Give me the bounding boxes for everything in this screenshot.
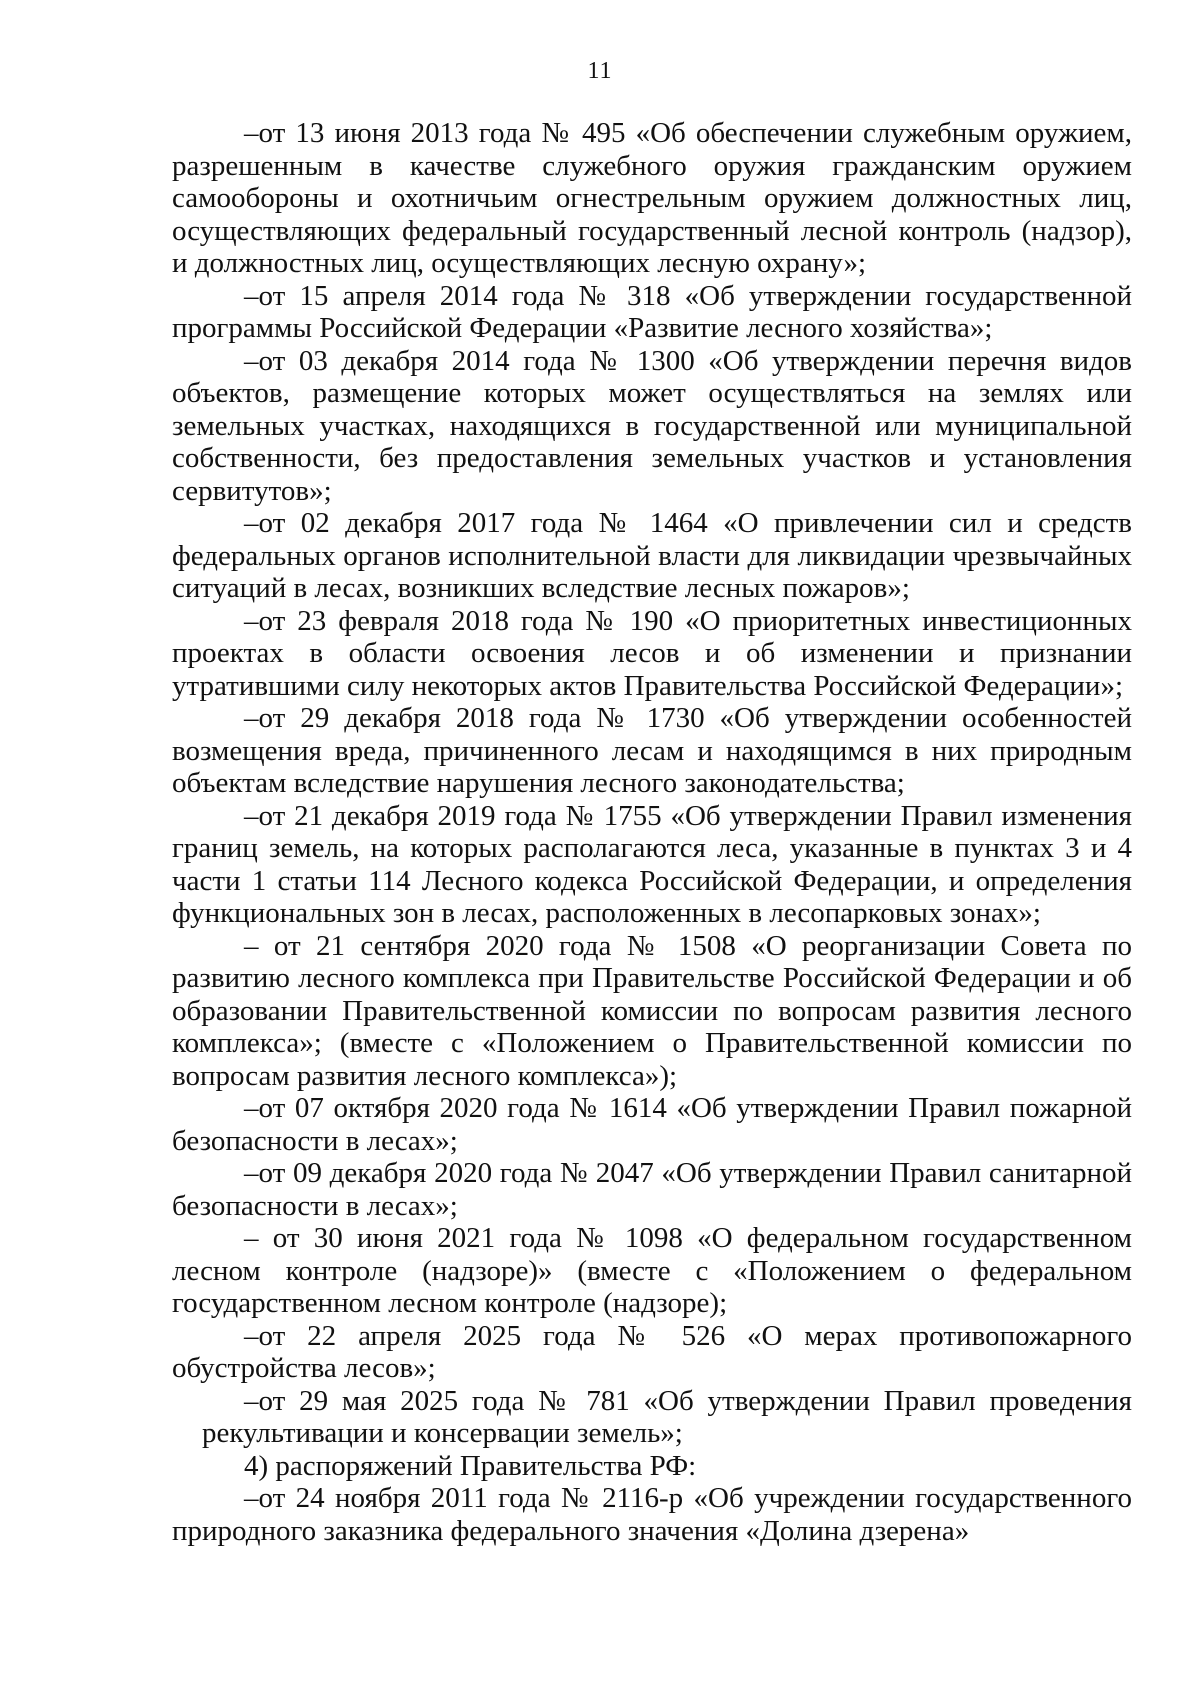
paragraph-decree-526: –от 22 апреля 2025 года № 526 «О мерах противопожарного обустройства лесов»; [172,1319,1132,1384]
page-number: 11 [587,58,613,84]
paragraph-decree-190: –от 23 февраля 2018 года № 190 «О приоритетных инвестиционных проектах в области освоения лесов и об изменении и признании утратившими силу некоторых актов Правительства Российской Федерации»; [172,604,1132,702]
paragraph-decree-1614: –от 07 октября 2020 года № 1614 «Об утверждении Правил пожарной безопасности в лесах»; [172,1092,1132,1157]
paragraph-decree-2047: –от 09 декабря 2020 года № 2047 «Об утверждении Правил санитарной безопасности в лесах»; [172,1157,1132,1222]
paragraph-decree-1300: –от 03 декабря 2014 года № 1300 «Об утверждении перечня видов объектов, размещение которых может осуществляться на землях или земельных участках, находящихся в государственной или муниципальной собственности, без предоставления земельных участков и установления сервитутов»; [172,344,1132,507]
paragraph-decree-1464: –от 02 декабря 2017 года № 1464 «О привлечении сил и средств федеральных органов исполнительной власти для ликвидации чрезвычайных ситуаций в лесах, возникших вследствие лесных пожаров»; [172,507,1132,604]
paragraph-decree-1730: –от 29 декабря 2018 года № 1730 «Об утверждении особенностей возмещения вреда, причиненного лесам и находящимся в них природным объектам вследствие нарушения лесного законодательства; [172,702,1132,799]
paragraph-decree-781: –от 29 мая 2025 года № 781 «Об утверждении Правил проведения рекультивации и консервации земель»; [202,1384,1132,1449]
section-heading-government-orders: 4) распоряжений Правительства РФ: [244,1449,697,1482]
document-body [172,117,1132,1547]
paragraph-decree-495: –от 13 июня 2013 года № 495 «Об обеспечении служебным оружием, разрешенным в качестве служебного оружия гражданским оружием самообороны и охотничьим огнестрельным оружием должностных лиц, осуществляющих федеральный государственный лесной контроль (надзор), и должностных лиц, осуществляющих лесную охрану»; [172,117,1132,279]
paragraph-decree-1098: – от 30 июня 2021 года № 1098 «О федеральном государственном лесном контроле (надзоре)» (вместе с «Положением о федеральном государственном лесном контроле (надзоре); [172,1222,1132,1319]
paragraph-decree-1755: –от 21 декабря 2019 года № 1755 «Об утверждении Правил изменения границ земель, на которых располагаются леса, указанные в пунктах 3 и 4 части 1 статьи 114 Лесного кодекса Российской Федерации, и определения функциональных зон в лесах, расположенных в лесопарковых зонах»; [172,799,1132,929]
paragraph-decree-318: –от 15 апреля 2014 года № 318 «Об утверждении государственной программы Российской Федерации «Развитие лесного хозяйства»; [172,279,1132,344]
paragraph-decree-1508: – от 21 сентября 2020 года № 1508 «О реорганизации Совета по развитию лесного комплекса при Правительстве Российской Федерации и об образовании Правительственной комиссии по вопросам развития лесного комплекса»; (вместе с «Положением о Правительственной комиссии по вопросам развития лесного комплекса»); [172,929,1132,1092]
paragraph-order-2116: –от 24 ноября 2011 года № 2116-р «Об учреждении государственного природного заказника федерального значения «Долина дзерена» [172,1482,1132,1547]
